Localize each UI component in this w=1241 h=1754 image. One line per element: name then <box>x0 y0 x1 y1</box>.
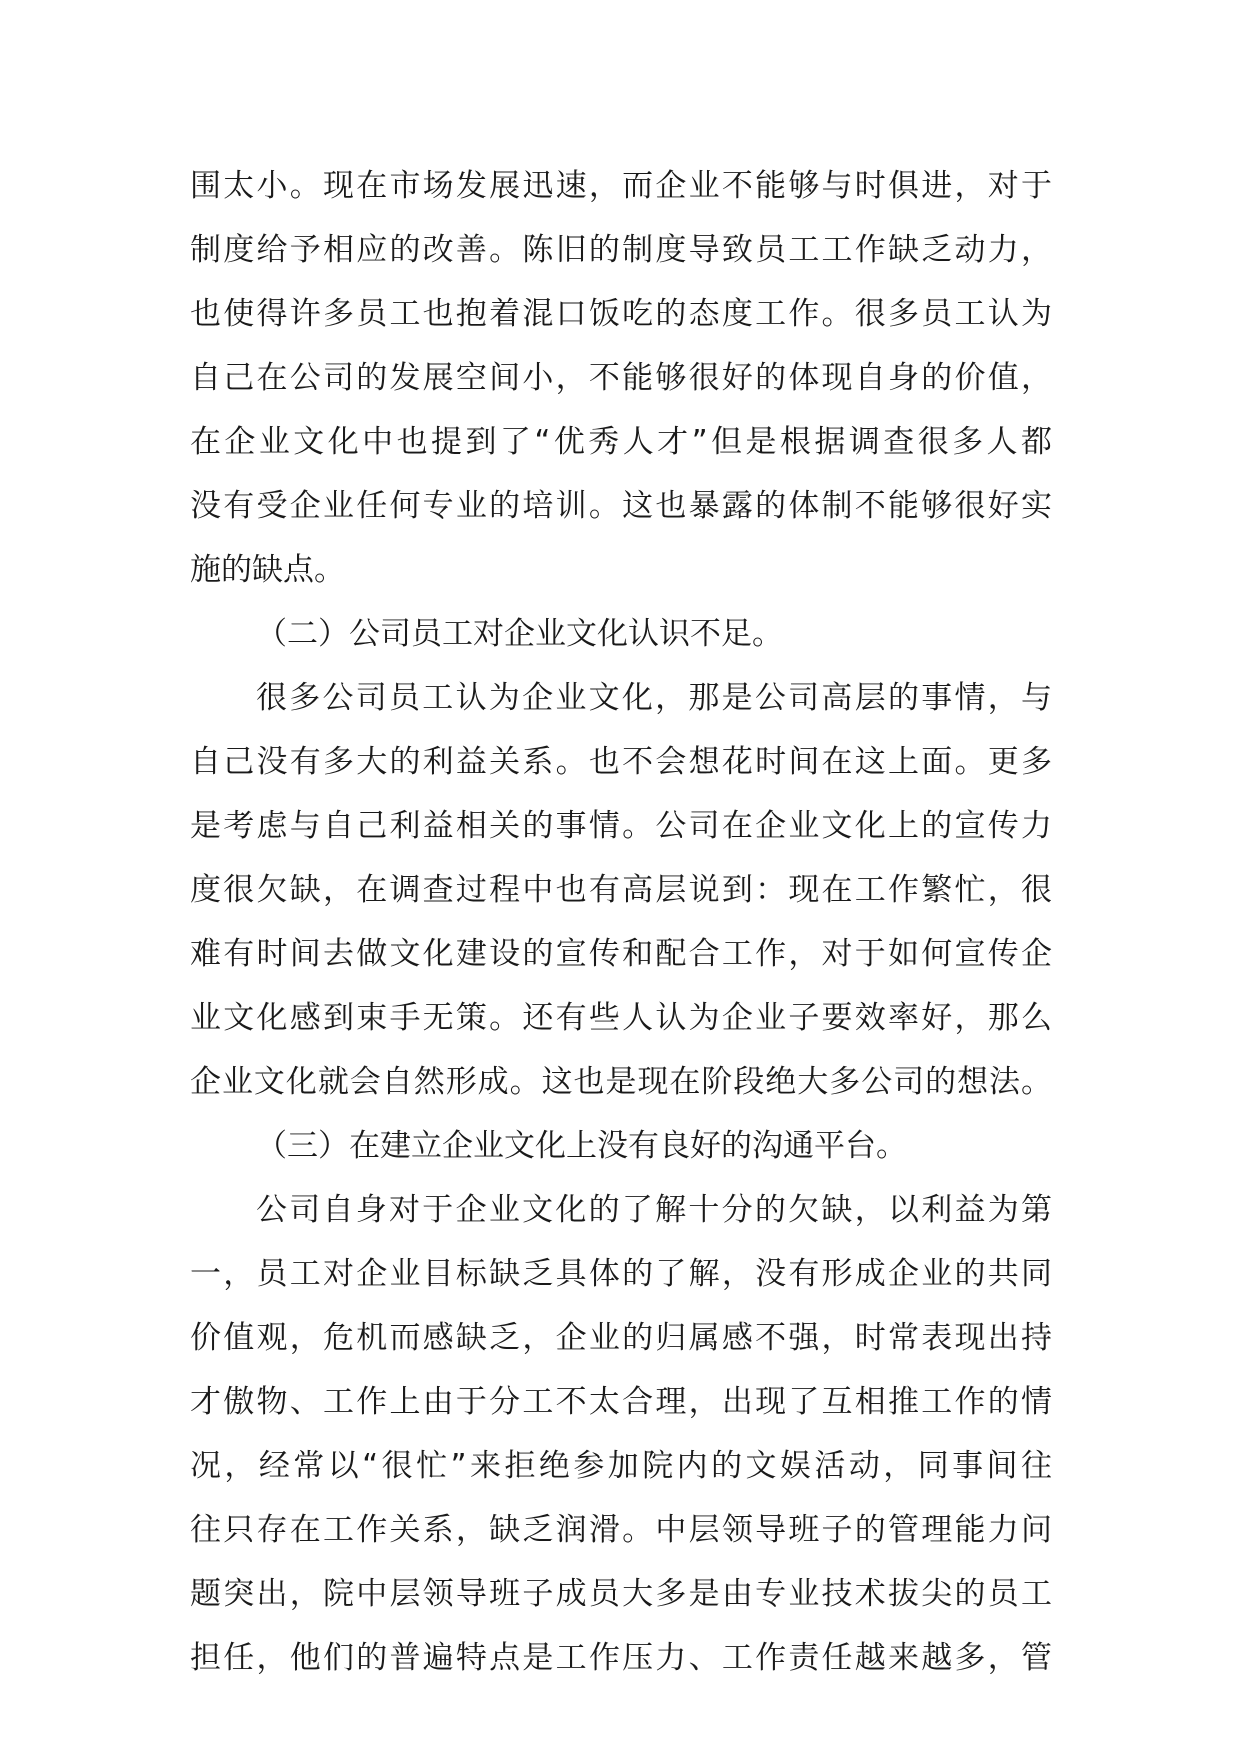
heading-text: （二）公司员工对企业文化认识不足。 <box>256 616 783 652</box>
text-line: 一，员工对企业目标缺乏具体的了解，没有形成企业的共同 <box>190 1256 1052 1292</box>
text-line: 公司自身对于企业文化的了解十分的欠缺，以利益为第 <box>256 1192 1052 1228</box>
heading-text: （三）在建立企业文化上没有良好的沟通平台。 <box>256 1128 907 1164</box>
text-line: 自己没有多大的利益关系。也不会想花时间在这上面。更多 <box>190 744 1052 780</box>
paragraph <box>190 154 1052 602</box>
text-line: 担任，他们的普遍特点是工作压力、工作责任越来越多，管 <box>190 1640 1052 1676</box>
text-line: 很多公司员工认为企业文化，那是公司高层的事情，与 <box>256 680 1052 716</box>
text-line: 难有时间去做文化建设的宣传和配合工作，对于如何宣传企 <box>190 936 1052 972</box>
text-line: 制度给予相应的改善。陈旧的制度导致员工工作缺乏动力， <box>190 232 1052 268</box>
paragraph <box>190 666 1052 1114</box>
text-line: 施的缺点。 <box>190 552 345 588</box>
text-line: 才傲物、工作上由于分工不太合理，出现了互相推工作的情 <box>190 1384 1052 1420</box>
text-line: 没有受企业任何专业的培训。这也暴露的体制不能够很好实 <box>190 488 1052 524</box>
text-line: 围太小。现在市场发展迅速，而企业不能够与时俱进，对于 <box>190 168 1052 204</box>
document-body <box>190 154 1052 1690</box>
text-line: 也使得许多员工也抱着混口饭吃的态度工作。很多员工认为 <box>190 296 1052 332</box>
paragraph <box>190 1178 1052 1690</box>
section-heading <box>190 1114 1052 1178</box>
section-heading <box>190 602 1052 666</box>
text-line: 价值观，危机而感缺乏，企业的归属感不强，时常表现出持 <box>190 1320 1052 1356</box>
text-line: 业文化感到束手无策。还有些人认为企业子要效率好，那么 <box>190 1000 1052 1036</box>
text-line: 自己在公司的发展空间小，不能够很好的体现自身的价值， <box>190 360 1052 396</box>
text-line: 在企业文化中也提到了“优秀人才”但是根据调查很多人都 <box>190 424 1052 460</box>
text-line: 题突出，院中层领导班子成员大多是由专业技术拔尖的员工 <box>190 1576 1052 1612</box>
text-line: 度很欠缺，在调查过程中也有高层说到：现在工作繁忙，很 <box>190 872 1052 908</box>
text-line: 往只存在工作关系，缺乏润滑。中层领导班子的管理能力问 <box>190 1512 1052 1548</box>
text-line: 况，经常以“很忙”来拒绝参加院内的文娱活动，同事间往 <box>190 1448 1052 1484</box>
text-line: 企业文化就会自然形成。这也是现在阶段绝大多公司的想法。 <box>190 1064 1052 1100</box>
text-line: 是考虑与自己利益相关的事情。公司在企业文化上的宣传力 <box>190 808 1052 844</box>
